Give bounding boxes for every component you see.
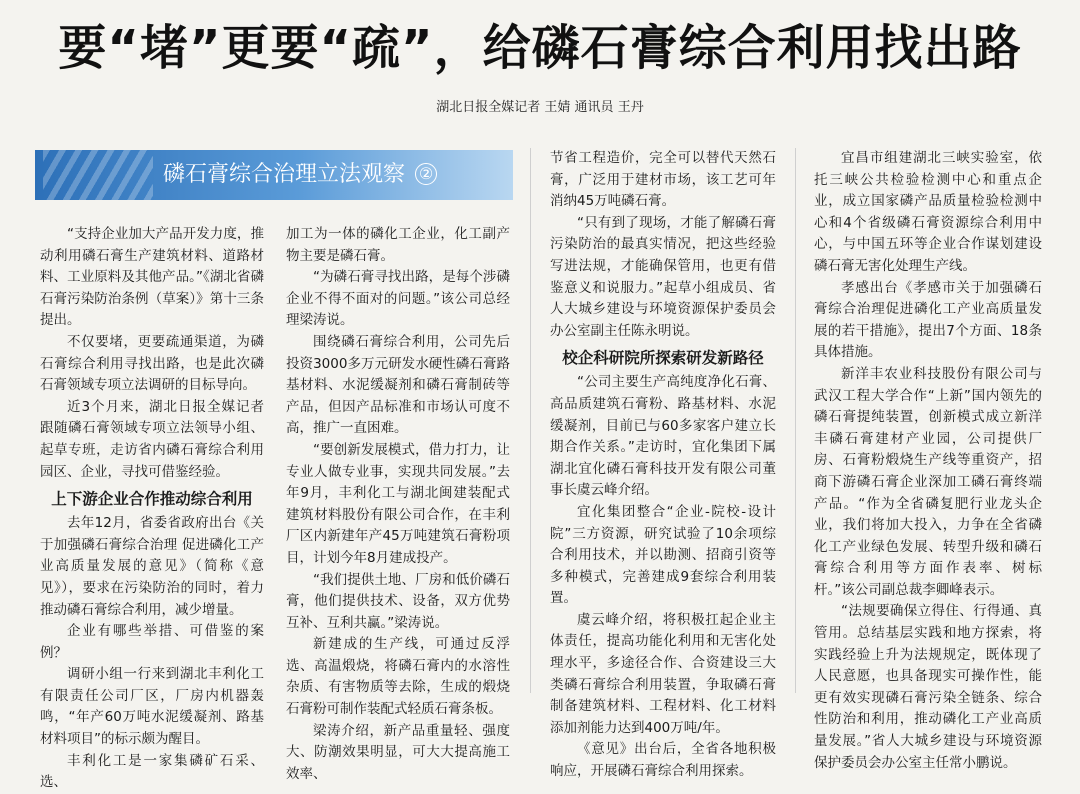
subheading: 上下游企业合作推动综合利用: [51, 490, 253, 509]
paragraph: 加工为一体的磷化工企业，化工副产物主要是磷石膏。: [286, 226, 510, 264]
paragraph: 围绕磷石膏综合利用，公司先后投资3000多万元研发水硬性磷石膏路基材料、水泥缓凝剂和磷石膏制砖等产品，但因产品标准和市场认可度不高，推广一直困难。: [286, 333, 510, 437]
paragraph: “法规要确保立得住、行得通、真管用。总结基层实践和地方探索，将实践经验上升为法规规定，既体现了人民意愿，也具备现实可操作性，能更有效实现磷石膏污染全链条、综合性防治和利用，推动磷化工产业高质量发展。”省人大城乡建设与环境资源保护委员会办公室主任常小鹏说。: [814, 603, 1042, 771]
banner-decoration: [43, 150, 153, 200]
banner-title: 磷石膏综合治理立法观察: [163, 162, 406, 187]
column-divider: [795, 148, 796, 693]
paragraph: 丰利化工是一家集磷矿石采、选、: [40, 752, 264, 791]
paragraph: “要创新发展模式，借力打力，让专业人做专业事，实现共同发展。”去年9月，丰利化工与湖北闽建装配式建筑材料股份有限公司合作，在丰利厂区内新建年产45万吨建筑石膏粉项目，计划今年8月建成投产。: [286, 441, 510, 566]
paragraph: 近3个月来，湖北日报全媒记者跟随磷石膏领域专项立法领导小组、起草专班，走访省内磷石膏综合利用园区、企业，寻找可借鉴经验。: [40, 398, 264, 480]
paragraph: 调研小组一行来到湖北丰利化工有限责任公司厂区，厂房内机器轰鸣，“年产60万吨水泥缓凝剂、路基材料项目”的标示颇为醒目。: [40, 666, 264, 748]
headline: 要“堵”更要“疏”，给磷石膏综合利用找出路: [58, 20, 1022, 76]
paragraph: 《意见》出台后，全省各地积极响应，开展磷石膏综合利用探索。: [550, 741, 776, 780]
paragraph: 新洋丰农业科技股份有限公司与武汉工程大学合作“上新”国内领先的磷石膏提纯装置，创新模式成立新洋丰磷石膏建材产业园，公司提供厂房、石膏粉煅烧生产线等重资产，招商下游磷石膏企业深加工磷石膏终端产品。“作为全省磷复肥行业龙头企业，我们将加大投入，力争在全省磷化工产业绿色发展、转型升级和磷石膏综合利用等方面作表率、树标杆。”该公司副总裁李卿峰表示。: [814, 365, 1042, 598]
banner-number: ②: [415, 163, 437, 185]
byline: 湖北日报全媒记者 王婧 通讯员 王丹: [436, 100, 644, 115]
paragraph: 宜化集团整合“企业-院校-设计院”三方资源，研究试验了10余项综合利用技术，并以勘测、招商引资等多种模式，完善建成9套综合利用装置。: [550, 503, 776, 607]
article-column-4: [814, 148, 1042, 774]
article-column-3: [550, 148, 776, 783]
column-divider: [530, 148, 531, 693]
paragraph: 宜昌市组建湖北三峡实验室，依托三峡公共检验检测中心和重点企业，成立国家磷产品质量检验检测中心和4个省级磷石膏资源综合利用中心，与中国五环等企业合作谋划建设磷石膏无害化处理生产线。: [814, 150, 1042, 274]
paragraph: 去年12月，省委省政府出台《关于加强磷石膏综合治理 促进磷化工产业高质量发展的意见》（简称《意见》），要求在污染防治的同时，着力推动磷石膏综合利用，减少增量。: [40, 515, 264, 618]
section-banner: [35, 150, 513, 200]
paragraph: 虞云峰介绍，将积极扛起企业主体责任，提高功能化利用和无害化处理水平，多途径合作、合资建设三大类磷石膏综合利用装置，争取磷石膏制备建筑材料、工程材料、化工材料添加剂能力达到400万吨/年。: [550, 611, 776, 736]
paragraph: “支持企业加大产品开发力度，推动利用磷石膏生产建筑材料、道路材料、工业原料及其他产品。”《湖北省磷石膏污染防治条例（草案）》第十三条提出。: [40, 226, 264, 329]
paragraph: 梁涛介绍，新产品重量轻、强度大、防潮效果明显，可大大提高施工效率、: [286, 722, 510, 782]
paragraph: 企业有哪些举措、可借鉴的案例？: [40, 623, 264, 661]
article-column-1: [40, 224, 264, 794]
subheading: 校企科研院所探索研发新路径: [562, 349, 764, 368]
article-column-2: [286, 224, 510, 785]
paragraph: “只有到了现场，才能了解磷石膏污染防治的最真实情况，把这些经验写进法规，才能确保管用，也更有借鉴意义和说服力。”起草小组成员、省人大城乡建设与环境资源保护委员会办公室副主任陈永明说。: [550, 214, 776, 339]
paragraph: 不仅要堵，更要疏通渠道，为磷石膏综合利用寻找出路，也是此次磷石膏领域专项立法调研的目标导向。: [40, 333, 264, 394]
paragraph: “为磷石膏寻找出路，是每个涉磷企业不得不面对的问题。”该公司总经理梁涛说。: [286, 269, 510, 329]
paragraph: “我们提供土地、厂房和低价磷石膏，他们提供技术、设备，双方优势互补、互利共赢。”梁涛说。: [286, 571, 510, 631]
paragraph: 孝感出台《孝感市关于加强磷石膏综合治理促进磷化工产业高质量发展的若干措施》，提出7个方面、18条具体措施。: [814, 279, 1042, 361]
paragraph: 新建成的生产线，可通过反浮选、高温煅烧，将磷石膏内的水溶性杂质、有害物质等去除，生成的煅烧石膏粉可制作装配式轻质石膏条板。: [286, 636, 510, 718]
paragraph: “公司主要生产高纯度净化石膏、高品质建筑石膏粉、路基材料、水泥缓凝剂，目前已与60多家客户建立长期合作关系。”走访时，宜化集团下属湖北宜化磷石膏科技开发有限公司董事长虞云峰介绍。: [550, 374, 776, 499]
paragraph: 节省工程造价，完全可以替代天然石膏，广泛用于建材市场，该工艺可年消纳45万吨磷石膏。: [550, 150, 776, 210]
